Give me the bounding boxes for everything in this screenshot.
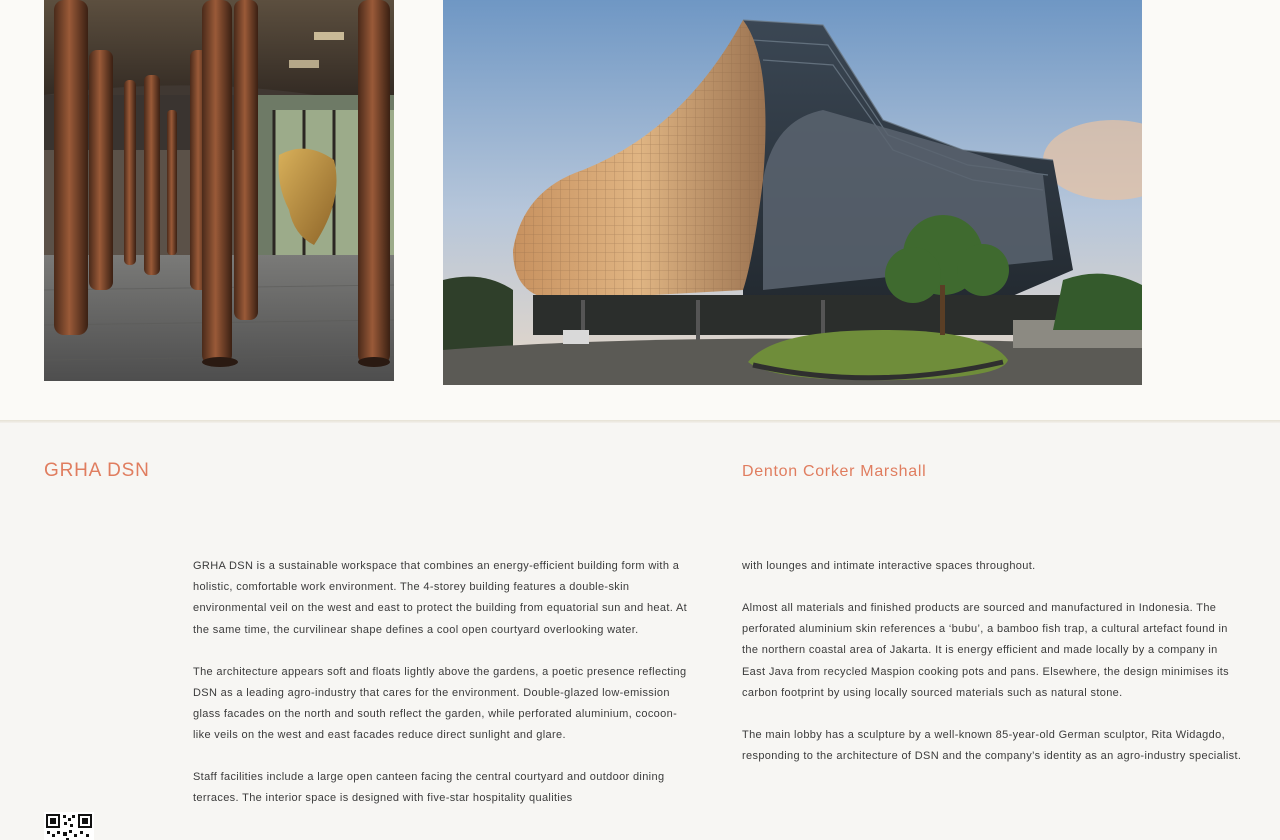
project-title: GRHA DSN [44,460,150,481]
paragraph: GRHA DSN is a sustainable workspace that combines an energy-efficient building form with a holistic, comfortable work environment. The 4-storey building features a double-skin environmental veil on the west and east to protect the building from equatorial sun and heat. At the same time, the curvilinear shape defines a cool open courtyard overlooking water. [193,560,688,636]
building-photo [443,0,1142,385]
paragraph: Staff facilities include a large open canteen facing the central courtyard and outdoor dining terraces. The interior space is designed with five-star hospitality qualities [193,771,665,805]
architect-name: Denton Corker Marshall [742,463,927,480]
body-column-left [193,556,693,830]
body-column-right [742,556,1242,788]
lobby-photo [44,0,394,381]
paragraph: The architecture appears soft and floats lightly above the gardens, a poetic presence reflecting DSN as a leading agro-industry that cares for the environment. Double-glazed low-emission glass facades on the north and south reflect the garden, while perforated aluminium, cocoon-like veils on the west and east facades reduce direct sunlight and glare. [193,665,687,742]
paragraph: with lounges and intimate interactive spaces throughout. [742,560,1036,572]
page-fold [0,420,1280,423]
paragraph: The main lobby has a sculpture by a well-known 85-year-old German sculptor, Rita Widagdo, responding to the architecture of DSN and the company’s identity as an agro-industry specialist. [742,728,1242,763]
paragraph: Almost all materials and finished products are sourced and manufactured in Indonesia. The perforated aluminium skin references a ‘bubu’, a bamboo fish trap, a cultural artefact found in the northern coastal area of Jakarta. It is energy efficient and made locally by a company in East Java from recycled Maspion cooking pots and pans. Elsewhere, the design minimises its carbon footprint by using locally sourced materials such as natural stone. [742,602,1229,699]
qr-code-icon [44,812,94,840]
